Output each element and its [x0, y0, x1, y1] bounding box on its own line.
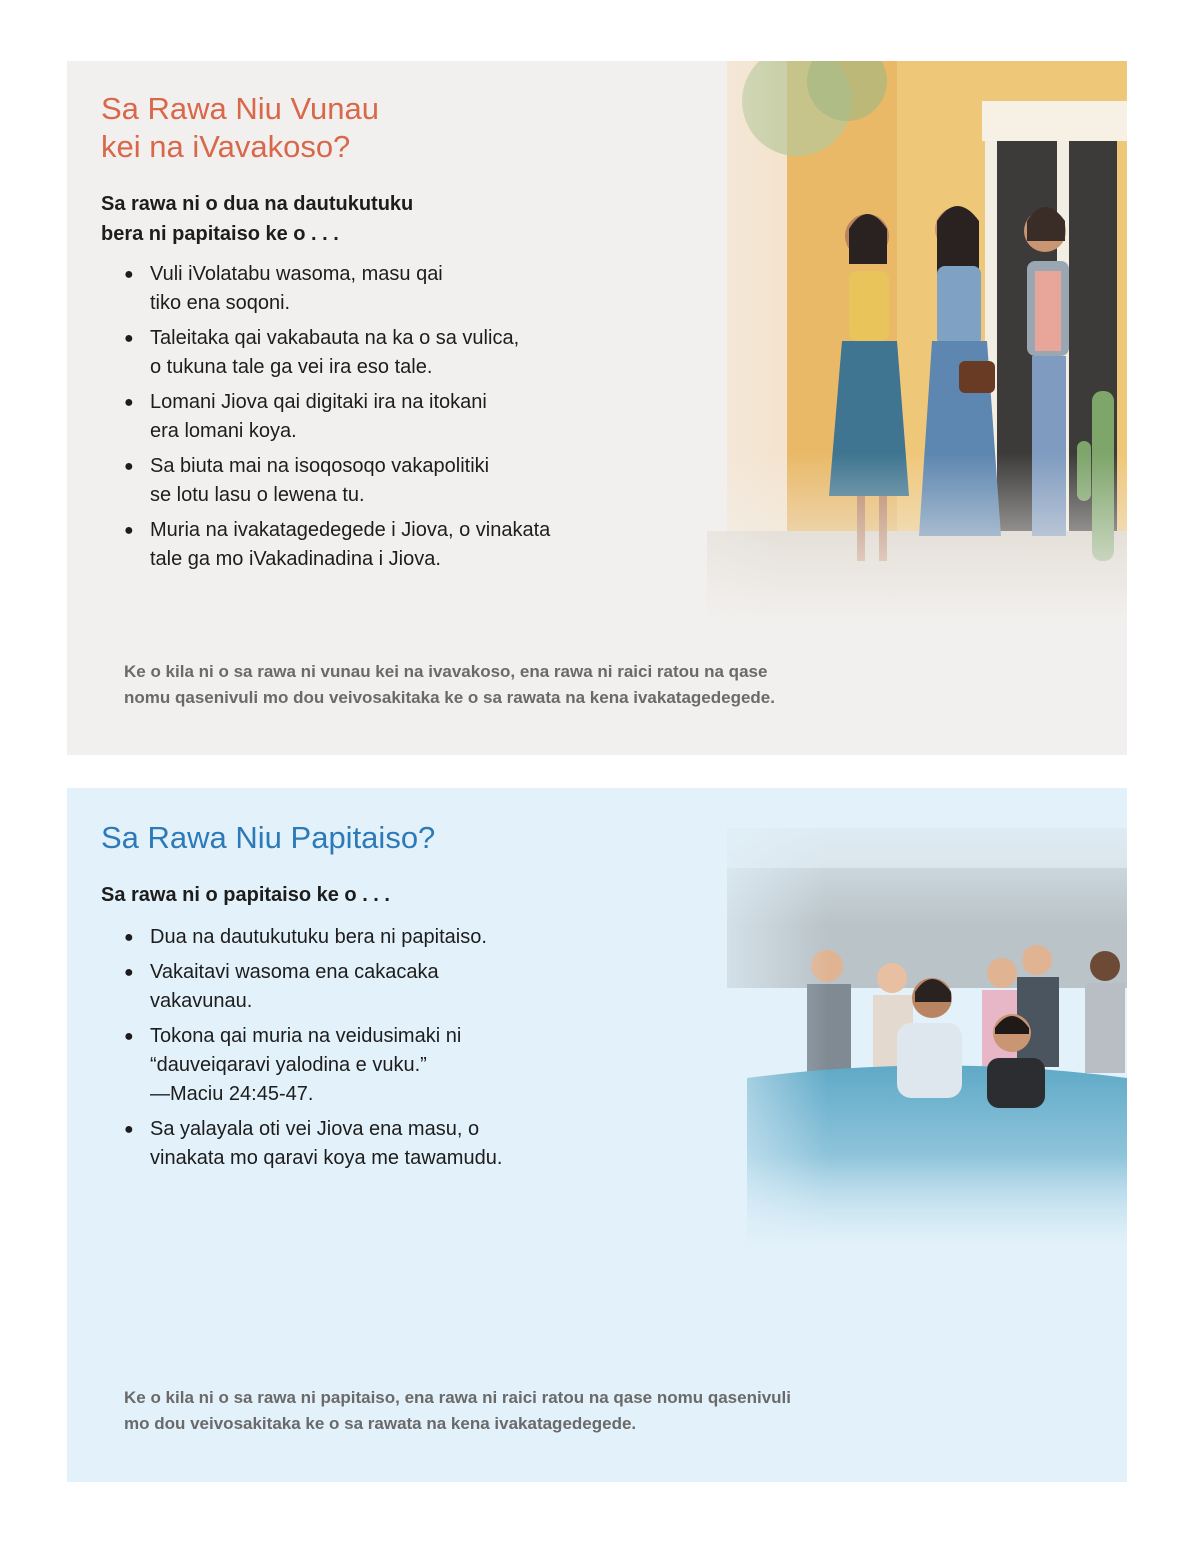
list-item-line: Muria na ivakatagedegede i Jiova, o vinakata: [150, 519, 551, 541]
bullet-icon: ●: [124, 929, 134, 946]
list-item-line: vakavunau.: [150, 990, 253, 1012]
baptism-illustration: [667, 788, 1127, 1248]
lead-line: bera ni papitaiso ke o . . .: [101, 223, 339, 245]
lead-text: [101, 189, 413, 249]
title-line: Sa Rawa Niu Vunau: [101, 91, 380, 126]
requirements-list: [124, 260, 550, 580]
bullet-icon: ●: [124, 266, 134, 283]
list-item: [124, 388, 550, 446]
bullet-icon: ●: [124, 330, 134, 347]
section-title: [101, 90, 379, 166]
bullet-icon: ●: [124, 1121, 134, 1138]
list-item-line: tiko ena soqoni.: [150, 292, 291, 314]
list-item-line: Vakaitavi wasoma ena cakacaka: [150, 961, 439, 983]
list-item-line: Lomani Jiova qai digitaki ira na itokani: [150, 391, 487, 413]
list-item: [124, 260, 550, 318]
list-item-line: vinakata mo qaravi koya me tawamudu.: [150, 1147, 503, 1169]
list-item-line: Tokona qai muria na veidusimaki ni: [150, 1025, 462, 1047]
list-item-line: Taleitaka qai vakabauta na ka o sa vulica,: [150, 327, 520, 349]
bullet-icon: ●: [124, 964, 134, 981]
lead-text: [101, 880, 390, 910]
list-item: [124, 1115, 502, 1173]
list-item: [124, 324, 550, 382]
lead-line: Sa rawa ni o papitaiso ke o . . .: [101, 884, 390, 906]
title-line: Sa Rawa Niu Papitaiso?: [101, 820, 436, 855]
note-line: Ke o kila ni o sa rawa ni vunau kei na ivavakoso, ena rawa ni raici ratou na qase: [124, 662, 768, 681]
list-item: [124, 958, 502, 1016]
list-item-line: era lomani koya.: [150, 420, 297, 442]
scripture-reference: —Maciu 24:45-47.: [150, 1083, 314, 1105]
bullet-icon: ●: [124, 1028, 134, 1045]
list-item-line: Sa biuta mai na isoqosoqo vakapolitiki: [150, 455, 490, 477]
list-item: [124, 452, 550, 510]
title-line: kei na iVavakoso?: [101, 129, 351, 164]
note-line: Ke o kila ni o sa rawa ni papitaiso, ena rawa ni raici ratou na qase nomu qasenivuli: [124, 1388, 791, 1407]
preaching-illustration: [587, 61, 1127, 621]
requirements-list: [124, 923, 502, 1179]
bullet-icon: ●: [124, 394, 134, 411]
note-line: nomu qasenivuli mo dou veivosakitaka ke o sa rawata na kena ivakatagedegede.: [124, 688, 775, 707]
footer-note: [124, 659, 775, 711]
list-item-line: “dauveiqaravi yalodina e vuku.”: [150, 1054, 427, 1076]
lead-line: Sa rawa ni o dua na dautukutuku: [101, 193, 414, 215]
bullet-icon: ●: [124, 522, 134, 539]
bullet-icon: ●: [124, 458, 134, 475]
list-item-line: o tukuna tale ga vei ira eso tale.: [150, 356, 433, 378]
note-line: mo dou veivosakitaka ke o sa rawata na kena ivakatagedegede.: [124, 1414, 637, 1433]
list-item-line: se lotu lasu o lewena tu.: [150, 484, 365, 506]
section-preaching: [67, 61, 1127, 755]
section-title: [101, 819, 435, 857]
list-item-line: Vuli iVolatabu wasoma, masu qai: [150, 263, 443, 285]
list-item: [124, 516, 550, 574]
section-baptism: [67, 788, 1127, 1482]
list-item-line: tale ga mo iVakadinadina i Jiova.: [150, 548, 441, 570]
footer-note: [124, 1385, 791, 1437]
list-item: [124, 1022, 502, 1109]
list-item-line: Dua na dautukutuku bera ni papitaiso.: [150, 926, 487, 948]
list-item: [124, 923, 502, 952]
list-item-line: Sa yalayala oti vei Jiova ena masu, o: [150, 1118, 480, 1140]
